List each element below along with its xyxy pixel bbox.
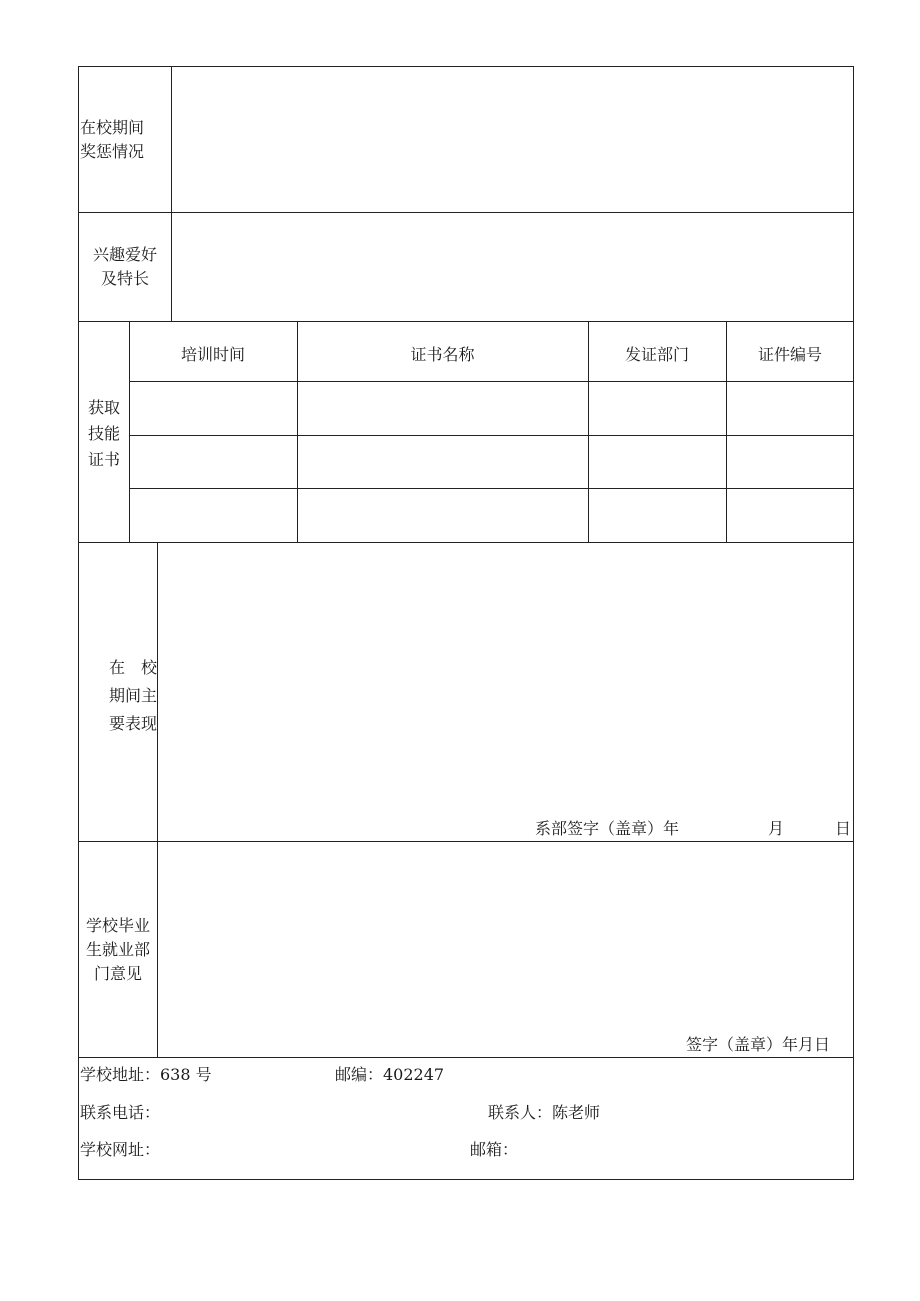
cert-cell[interactable]: [130, 489, 297, 542]
school-address: 学校地址：638 号: [80, 1065, 212, 1084]
month-label: 月: [768, 819, 785, 838]
cert-cell[interactable]: [298, 489, 588, 542]
cert-cell[interactable]: [298, 436, 588, 488]
performance-label: 在 校 期间主 要表现: [108, 658, 157, 733]
department-sign-label: 系部签字（盖章）年: [535, 819, 680, 838]
cert-cell[interactable]: [589, 436, 726, 488]
row-divider: [78, 1057, 854, 1058]
cert-cell[interactable]: [727, 436, 853, 488]
header-certificate-name: 证书名称: [410, 345, 475, 364]
contact-phone: 联系电话：: [80, 1103, 161, 1122]
cert-cell[interactable]: [589, 382, 726, 435]
postcode: 邮编：402247: [335, 1065, 445, 1084]
office-opinion-label: 学校毕业 生就业部 门意见: [85, 916, 150, 983]
header-training-time: 培训时间: [180, 345, 245, 364]
cert-cell[interactable]: [727, 489, 853, 542]
hobbies-field[interactable]: [172, 213, 853, 321]
certificates-label: 获取 技能 证书: [87, 398, 120, 469]
cert-cell[interactable]: [130, 436, 297, 488]
performance-field[interactable]: [158, 543, 853, 813]
awards-field[interactable]: [172, 67, 853, 212]
cert-cell[interactable]: [727, 382, 853, 435]
email-label: 邮箱：: [470, 1140, 519, 1159]
office-opinion-field[interactable]: [158, 842, 853, 1032]
cert-cell[interactable]: [298, 382, 588, 435]
cert-cell[interactable]: [589, 489, 726, 542]
school-website: 学校网址：: [80, 1140, 161, 1159]
row-divider: [78, 321, 854, 322]
contact-person: 联系人：陈老师: [488, 1103, 601, 1122]
day-label: 日: [835, 819, 852, 838]
hobbies-label: 兴趣爱好 及特长: [92, 245, 157, 288]
office-sign-label: 签字（盖章）年月日: [686, 1035, 831, 1054]
header-certificate-number: 证件编号: [757, 345, 822, 364]
awards-label: 在校期间 奖惩情况: [80, 118, 145, 161]
cert-cell[interactable]: [130, 382, 297, 435]
header-issuing-department: 发证部门: [624, 345, 689, 364]
